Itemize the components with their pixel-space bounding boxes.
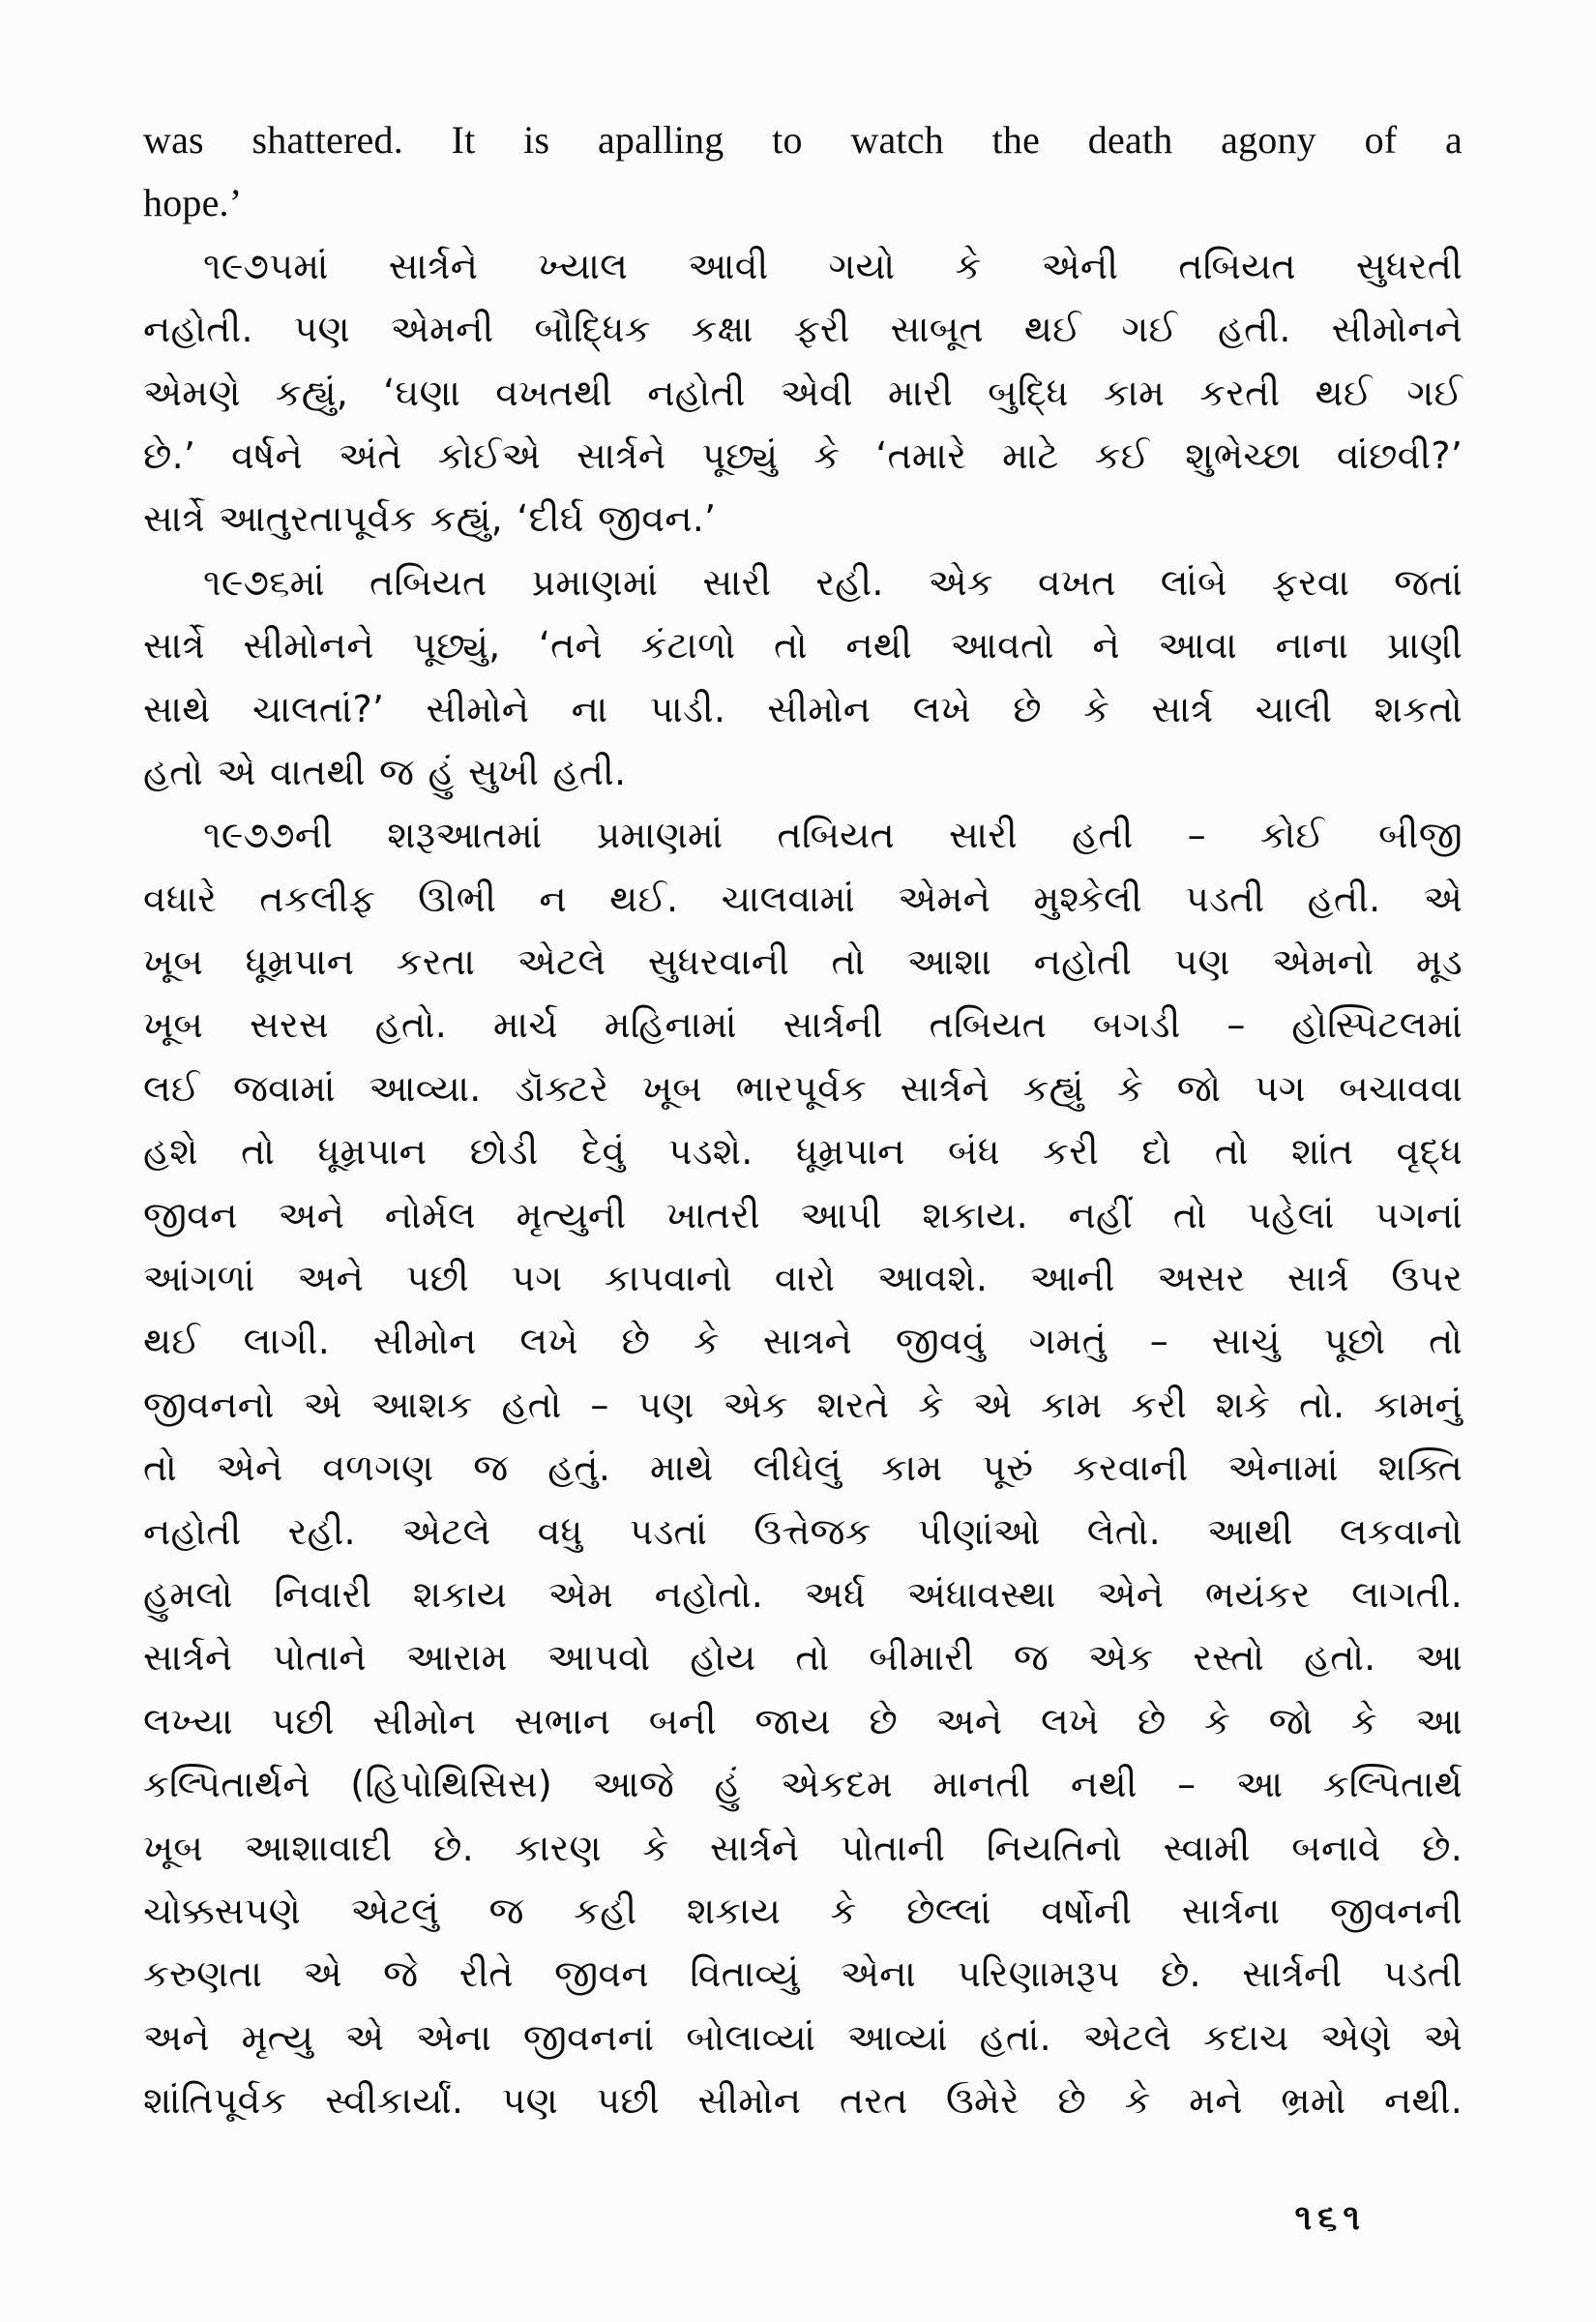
text-line: લખ્યા પછી સીમોન સભાન બની જાય છે અને લખે છે કે જો કે આ <box>143 1699 1463 1742</box>
text-line: નહોતી. પણ એમની બૌદ્ધિક કક્ષા ફરી સાબૂત થઈ ગઈ હતી. સીમોનને <box>143 308 1463 351</box>
text-line: હતો એ વાતથી જ હું સુખી હતી. <box>143 750 627 793</box>
text-line: છે.’ વર્ષને અંતે કોઈએ સાર્ત્રને પૂછ્યું કે ‘તમારે માટે કઈ શુભેચ્છા વાંછવી?’ <box>143 433 1463 477</box>
page-text <box>143 108 1463 2133</box>
text-line: ખૂબ ધૂમ્રપાન કરતા એટલે સુધરવાની તો આશા નહોતી પણ એમનો મૂડ <box>143 940 1463 984</box>
text-line: ચોક્કસપણે એટલું જ કહી શકાય કે છેલ્લાં વર્ષોની સાર્ત્રના જીવનની <box>143 1889 1463 1932</box>
text-line: તો એને વળગણ જ હતું. માથે લીધેલું કામ પૂરું કરવાની એનામાં શક્તિ <box>143 1446 1463 1490</box>
text-line: સાર્ત્રે આતુરતાપૂર્વક કહ્યું, ‘દીર્ઘ જીવન.’ <box>143 497 717 541</box>
text-line: લઈ જવામાં આવ્યા. ડૉક્ટરે ખૂબ ભારપૂર્વક સાર્ત્રને કહ્યું કે જો પગ બચાવવા <box>143 1066 1463 1110</box>
text-line: એમણે કહ્યું, ‘ઘણા વખતથી નહોતી એવી મારી બુદ્ધિ કામ કરતી થઈ ગઈ <box>143 371 1463 414</box>
text-line: ખૂબ આશાવાદી છે. કારણ કે સાર્ત્રને પોતાની નિયતિનો સ્વામી બનાવે છે. <box>143 1826 1463 1869</box>
text-line: hope.’ <box>143 181 243 225</box>
text-line: ખૂબ સરસ હતો. માર્ચ મહિનામાં સાર્ત્રની તબિયત બગડી – હોસ્પિટલમાં <box>143 1003 1463 1047</box>
text-line: જીવનનો એ આશક હતો – પણ એક શરતે કે એ કામ કરી શકે તો. કામનું <box>143 1383 1463 1426</box>
page-number-container <box>143 2198 1463 2239</box>
text-line: ૧૯૭૬માં તબિયત પ્રમાણમાં સારી રહી. એક વખત લાંબે ફરવા જતાં <box>203 560 1463 604</box>
text-line: આંગળાં અને પછી પગ કાપવાનો વારો આવશે. આની અસર સાર્ત્ર ઉપર <box>143 1257 1463 1300</box>
text-line: અને મૃત્યુ એ એના જીવનનાં બોલાવ્યાં આવ્યાં હતાં. એટલે કદાચ એણે એ <box>143 2015 1463 2059</box>
text-line: હશે તો ધૂમ્રપાન છોડી દેવું પડશે. ધૂમ્રપાન બંધ કરી દો તો શાંત વૃદ્ધ <box>143 1130 1463 1174</box>
page-number: ૧૬૧ <box>1294 2198 1366 2238</box>
text-line: સાર્ત્રને પોતાને આરામ આપવો હોય તો બીમારી જ એક રસ્તો હતો. આ <box>143 1636 1463 1680</box>
text-line: વધારે તકલીફ ઊભી ન થઈ. ચાલવામાં એમને મુશ્કેલી પડતી હતી. એ <box>143 877 1463 920</box>
text-line: સાથે ચાલતાં?’ સીમોને ના પાડી. સીમોન લખે છે કે સાર્ત્ર ચાલી શકતો <box>143 687 1463 730</box>
text-line: થઈ લાગી. સીમોન લખે છે કે સાત્રને જીવવું ગમતું – સાચું પૂછો તો <box>143 1320 1463 1363</box>
text-line: કલ્પિતાર્થને (હિપોથિસિસ) આજે હું એકદમ માનતી નથી – આ કલ્પિતાર્થ <box>143 1763 1463 1806</box>
text-line: ૧૯૭૭ની શરૂઆતમાં પ્રમાણમાં તબિયત સારી હતી – કોઈ બીજી <box>203 814 1463 857</box>
text-line: ૧૯૭૫માં સાર્ત્રને ખ્યાલ આવી ગયો કે એની તબિયત સુધરતી <box>203 244 1463 287</box>
text-line: કરુણતા એ જે રીતે જીવન વિતાવ્યું એના પરિણામરૂપ છે. સાર્ત્રની પડતી <box>143 1952 1463 1996</box>
text-line: નહોતી રહી. એટલે વધુ પડતાં ઉત્તેજક પીણાંઓ લેતો. આથી લકવાનો <box>143 1509 1463 1553</box>
text-line: હુમલો નિવારી શકાય એમ નહોતો. અર્ધ અંધાવસ્થા એને ભયંકર લાગતી. <box>143 1572 1463 1616</box>
text-line: જીવન અને નોર્મલ મૃત્યુની ખાતરી આપી શકાય. નહીં તો પહેલાં પગનાં <box>143 1193 1463 1236</box>
text-line: શાંતિપૂર્વક સ્વીકાર્યાં. પણ પછી સીમોન તરત ઉમેરે છે કે મને ભ્રમો નથી. <box>143 2079 1463 2123</box>
text-line: was shattered. It is apalling to watch the death agony of a <box>143 118 1463 162</box>
text-line: સાર્ત્રે સીમોનને પૂછ્યું, ‘તને કંટાળો તો નથી આવતો ને આવા નાના પ્રાણી <box>143 624 1463 668</box>
